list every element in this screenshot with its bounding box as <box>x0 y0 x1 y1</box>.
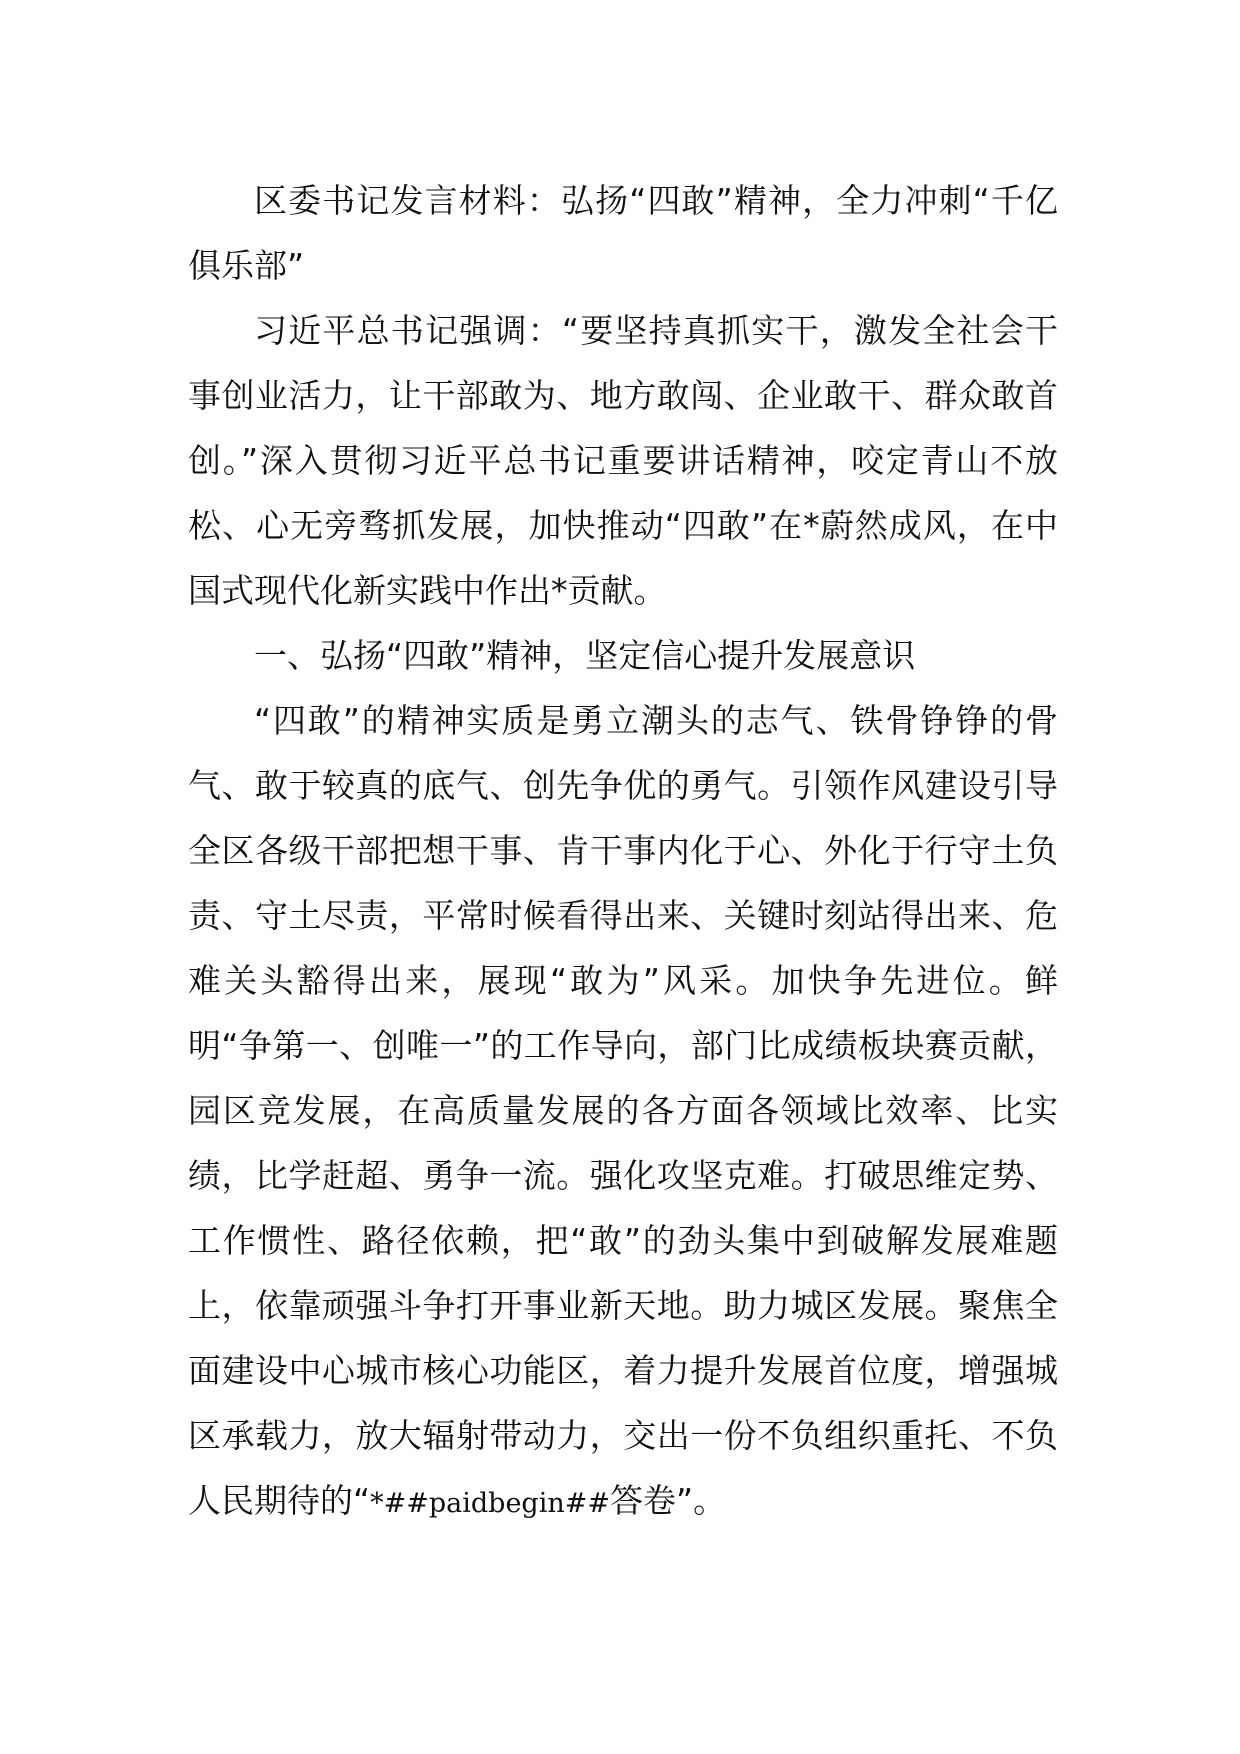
document-body <box>188 168 1058 1536</box>
section-heading-1: 一、弘扬“四敢”精神，坚定信心提升发展意识 <box>254 636 916 675</box>
document-title: 区委书记发言材料：弘扬“四敢”精神，全力冲刺“千亿俱乐部” <box>188 181 1058 285</box>
paragraph-intro: 习近平总书记强调：“要坚持真抓实干，激发全社会干事创业活力，让干部敢为、地方敢闯、企业敢干、群众敢首创。”深入贯彻习近平总书记重要讲话精神，咬定青山不放松、心无旁骛抓发展，加快推动“四敢”在*蔚然成风，在中国式现代化新实践中作出*贡献。 <box>188 311 1058 610</box>
paragraph-section-1-tail: 答卷”。 <box>609 1481 727 1520</box>
paragraph-section-1-text: “四敢”的精神实质是勇立潮头的志气、铁骨铮铮的骨气、敢于较真的底气、创先争优的勇气。引领作风建设引导全区各级干部把想干事、肯干事内化于心、外化于行守土负责、守土尽责，平常时候看得出来、关键时刻站得出来、危难关头豁得出来，展现“敢为”风采。加快争先进位。鲜明“争第一、创唯一”的工作导向，部门比成绩板块赛贡献，园区竞发展，在高质量发展的各方面各领域比效率、比实绩，比学赶超、勇争一流。强化攻坚克难。打破思维定势、工作惯性、路径依赖，把“敢”的劲头集中到破解发展难题上，依靠顽强斗争打开事业新天地。助力城区发展。聚焦全面建设中心城市核心功能区，着力提升发展首位度，增强城区承载力，放大辐射带动力，交出一份不负组织重托、不负人民期待的“ <box>188 701 1058 1520</box>
paragraph-section-1 <box>188 688 1058 1536</box>
paid-marker: *##paidbegin## <box>370 1488 610 1519</box>
